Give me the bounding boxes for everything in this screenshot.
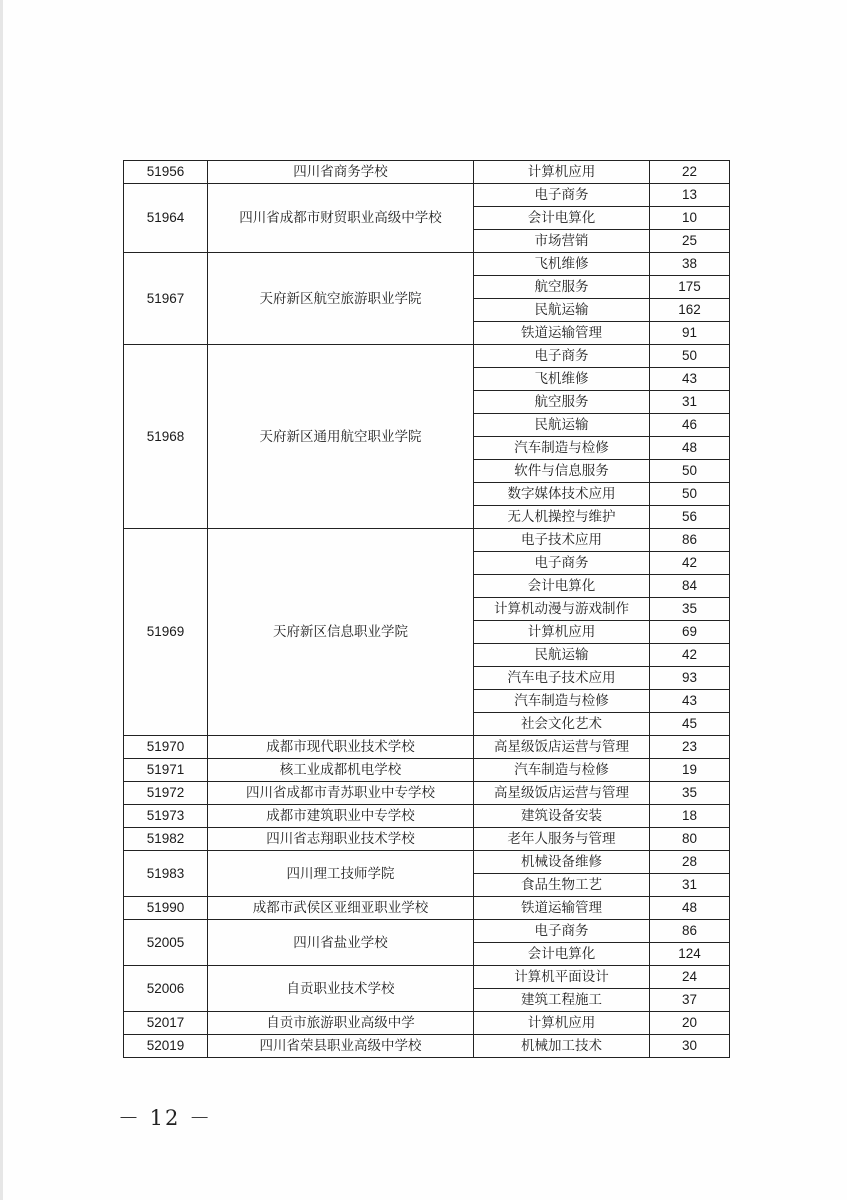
enrollment-count-cell: 20 (650, 1012, 730, 1035)
table-row (124, 851, 730, 874)
major-name-cell: 电子商务 (474, 920, 650, 943)
enrollment-count-cell: 56 (650, 506, 730, 529)
enrollment-count-cell: 28 (650, 851, 730, 874)
school-code-cell: 51971 (124, 759, 208, 782)
enrollment-count-cell: 69 (650, 621, 730, 644)
major-name-cell: 会计电算化 (474, 943, 650, 966)
school-code-cell: 51970 (124, 736, 208, 759)
school-name-cell: 四川理工技师学院 (208, 851, 474, 897)
major-name-cell: 食品生物工艺 (474, 874, 650, 897)
school-name-cell: 成都市现代职业技术学校 (208, 736, 474, 759)
enrollment-table (123, 160, 730, 1058)
major-name-cell: 社会文化艺术 (474, 713, 650, 736)
school-name-cell: 天府新区信息职业学院 (208, 529, 474, 736)
scan-edge (0, 0, 3, 1200)
table-row (124, 161, 730, 184)
major-name-cell: 建筑工程施工 (474, 989, 650, 1012)
major-name-cell: 数字媒体技术应用 (474, 483, 650, 506)
table-row (124, 184, 730, 207)
page-number: － 12 － (118, 1106, 213, 1130)
major-name-cell: 计算机动漫与游戏制作 (474, 598, 650, 621)
school-name-cell: 自贡职业技术学校 (208, 966, 474, 1012)
table-row (124, 1012, 730, 1035)
school-code-cell: 51973 (124, 805, 208, 828)
school-name-cell: 四川省成都市青苏职业中专学校 (208, 782, 474, 805)
enrollment-count-cell: 48 (650, 437, 730, 460)
table-row (124, 782, 730, 805)
enrollment-count-cell: 24 (650, 966, 730, 989)
enrollment-count-cell: 10 (650, 207, 730, 230)
major-name-cell: 机械加工技术 (474, 1035, 650, 1058)
enrollment-count-cell: 50 (650, 345, 730, 368)
enrollment-count-cell: 19 (650, 759, 730, 782)
school-name-cell: 核工业成都机电学校 (208, 759, 474, 782)
school-name-cell: 四川省志翔职业技术学校 (208, 828, 474, 851)
enrollment-count-cell: 42 (650, 552, 730, 575)
school-name-cell: 天府新区通用航空职业学院 (208, 345, 474, 529)
school-name-cell: 成都市武侯区亚细亚职业学校 (208, 897, 474, 920)
enrollment-count-cell: 38 (650, 253, 730, 276)
school-code-cell: 51968 (124, 345, 208, 529)
school-code-cell: 52019 (124, 1035, 208, 1058)
major-name-cell: 机械设备维修 (474, 851, 650, 874)
school-code-cell: 51982 (124, 828, 208, 851)
major-name-cell: 计算机平面设计 (474, 966, 650, 989)
enrollment-count-cell: 175 (650, 276, 730, 299)
major-name-cell: 航空服务 (474, 276, 650, 299)
enrollment-count-cell: 93 (650, 667, 730, 690)
enrollment-count-cell: 42 (650, 644, 730, 667)
major-name-cell: 会计电算化 (474, 575, 650, 598)
enrollment-count-cell: 43 (650, 368, 730, 391)
major-name-cell: 电子商务 (474, 552, 650, 575)
major-name-cell: 建筑设备安装 (474, 805, 650, 828)
enrollment-count-cell: 25 (650, 230, 730, 253)
school-code-cell: 51956 (124, 161, 208, 184)
major-name-cell: 软件与信息服务 (474, 460, 650, 483)
enrollment-count-cell: 46 (650, 414, 730, 437)
enrollment-count-cell: 91 (650, 322, 730, 345)
table-row (124, 805, 730, 828)
school-code-cell: 51972 (124, 782, 208, 805)
major-name-cell: 电子商务 (474, 184, 650, 207)
major-name-cell: 高星级饭店运营与管理 (474, 736, 650, 759)
major-name-cell: 民航运输 (474, 299, 650, 322)
enrollment-count-cell: 18 (650, 805, 730, 828)
school-code-cell: 51964 (124, 184, 208, 253)
major-name-cell: 计算机应用 (474, 161, 650, 184)
enrollment-count-cell: 50 (650, 460, 730, 483)
enrollment-count-cell: 86 (650, 529, 730, 552)
enrollment-count-cell: 86 (650, 920, 730, 943)
school-code-cell: 51990 (124, 897, 208, 920)
enrollment-count-cell: 35 (650, 782, 730, 805)
major-name-cell: 飞机维修 (474, 253, 650, 276)
table-row (124, 897, 730, 920)
major-name-cell: 铁道运输管理 (474, 322, 650, 345)
enrollment-count-cell: 48 (650, 897, 730, 920)
enrollment-count-cell: 23 (650, 736, 730, 759)
school-code-cell: 52005 (124, 920, 208, 966)
enrollment-count-cell: 84 (650, 575, 730, 598)
major-name-cell: 飞机维修 (474, 368, 650, 391)
major-name-cell: 电子技术应用 (474, 529, 650, 552)
school-name-cell: 四川省商务学校 (208, 161, 474, 184)
enrollment-count-cell: 31 (650, 391, 730, 414)
major-name-cell: 计算机应用 (474, 1012, 650, 1035)
major-name-cell: 电子商务 (474, 345, 650, 368)
table-row (124, 1035, 730, 1058)
major-name-cell: 无人机操控与维护 (474, 506, 650, 529)
school-code-cell: 51967 (124, 253, 208, 345)
table-row (124, 966, 730, 989)
major-name-cell: 计算机应用 (474, 621, 650, 644)
major-name-cell: 市场营销 (474, 230, 650, 253)
major-name-cell: 会计电算化 (474, 207, 650, 230)
major-name-cell: 航空服务 (474, 391, 650, 414)
enrollment-count-cell: 124 (650, 943, 730, 966)
enrollment-count-cell: 22 (650, 161, 730, 184)
major-name-cell: 老年人服务与管理 (474, 828, 650, 851)
table-body (124, 161, 730, 1058)
enrollment-count-cell: 162 (650, 299, 730, 322)
table-row (124, 529, 730, 552)
school-code-cell: 51983 (124, 851, 208, 897)
table-row (124, 828, 730, 851)
enrollment-count-cell: 37 (650, 989, 730, 1012)
school-name-cell: 四川省成都市财贸职业高级中学校 (208, 184, 474, 253)
enrollment-count-cell: 35 (650, 598, 730, 621)
table-row (124, 920, 730, 943)
school-name-cell: 四川省盐业学校 (208, 920, 474, 966)
major-name-cell: 高星级饭店运营与管理 (474, 782, 650, 805)
school-code-cell: 52006 (124, 966, 208, 1012)
school-name-cell: 自贡市旅游职业高级中学 (208, 1012, 474, 1035)
enrollment-count-cell: 50 (650, 483, 730, 506)
enrollment-count-cell: 13 (650, 184, 730, 207)
major-name-cell: 汽车制造与检修 (474, 690, 650, 713)
major-name-cell: 民航运输 (474, 414, 650, 437)
enrollment-count-cell: 45 (650, 713, 730, 736)
school-name-cell: 天府新区航空旅游职业学院 (208, 253, 474, 345)
major-name-cell: 汽车制造与检修 (474, 437, 650, 460)
enrollment-count-cell: 31 (650, 874, 730, 897)
table-row (124, 345, 730, 368)
school-name-cell: 四川省荣县职业高级中学校 (208, 1035, 474, 1058)
table-row (124, 736, 730, 759)
table-row (124, 253, 730, 276)
school-name-cell: 成都市建筑职业中专学校 (208, 805, 474, 828)
school-code-cell: 52017 (124, 1012, 208, 1035)
enrollment-count-cell: 43 (650, 690, 730, 713)
major-name-cell: 铁道运输管理 (474, 897, 650, 920)
enrollment-count-cell: 80 (650, 828, 730, 851)
school-code-cell: 51969 (124, 529, 208, 736)
major-name-cell: 汽车电子技术应用 (474, 667, 650, 690)
major-name-cell: 民航运输 (474, 644, 650, 667)
table-row (124, 759, 730, 782)
enrollment-count-cell: 30 (650, 1035, 730, 1058)
major-name-cell: 汽车制造与检修 (474, 759, 650, 782)
